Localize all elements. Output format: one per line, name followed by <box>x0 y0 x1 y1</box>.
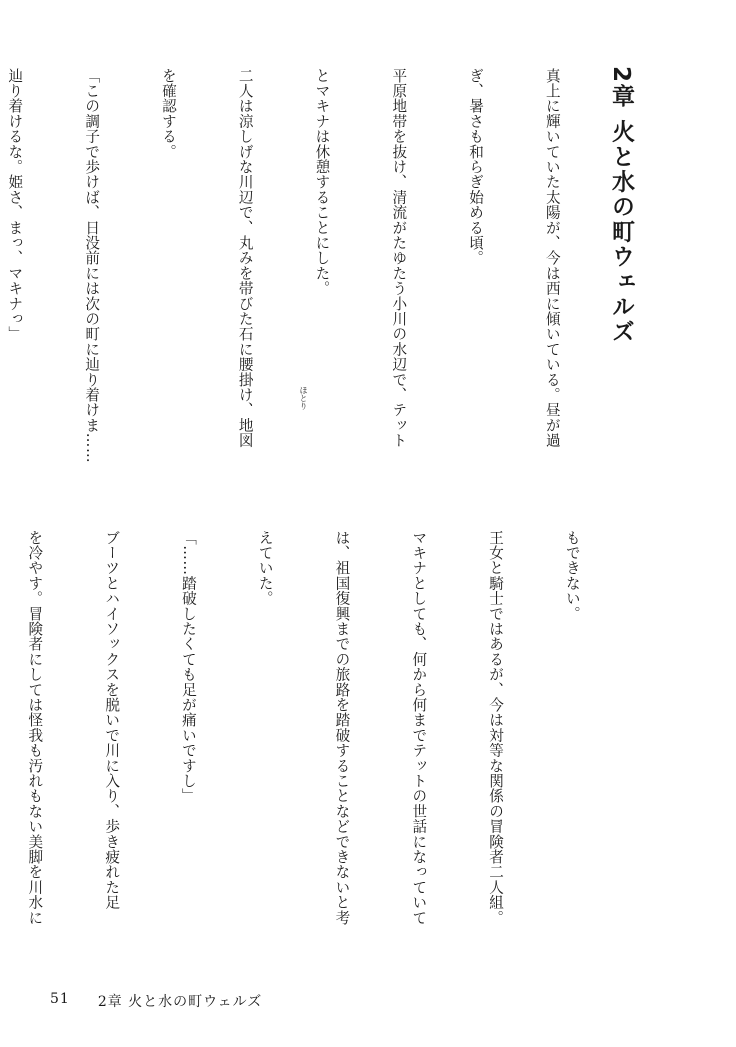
page-number: 51 <box>50 991 70 1007</box>
text-line: を冷やす。冒険者にしては怪我も汚れもない美脚を川水に <box>26 530 44 926</box>
ruby-annotation: ほとり <box>299 386 308 410</box>
upper-text-block <box>0 68 616 500</box>
page-footer <box>50 991 262 1011</box>
text-line: とマキナは休憩することにした。 <box>313 68 331 296</box>
running-title: 2章 火と水の町ウェルズ <box>97 994 263 1010</box>
text-line: を確認する。 <box>159 68 177 160</box>
text-line: ぎ、暑さも和らぎ始める頃。 <box>467 68 485 266</box>
text-line: 平原地帯を抜け、清流がたゆたう小川の水辺で、テット <box>390 68 408 448</box>
lower-text-block <box>0 530 636 990</box>
text-line: えていた。 <box>256 530 274 606</box>
text-line: 「……踏破したくても足が痛いですし」 <box>179 530 197 804</box>
text-line: 王女と騎士ではあるが、今は対等な関係の冒険者二人組。 <box>487 530 505 926</box>
text-line: マキナとしても、何から何までテットの世話になっていて <box>410 530 428 926</box>
text-line: ブーツとハイソックスを脱いで川に入り、歩き疲れた足 <box>103 530 121 910</box>
text-line: 辿り着けるな。姫さ、まっ、マキナっ」 <box>6 68 24 342</box>
chapter-title: 2章 火と水の町ウェルズ <box>608 66 634 345</box>
text-line: 二人は涼しげな川辺で、丸みを帯びた石に腰掛け、地図 <box>236 68 254 448</box>
text-line: もできない。 <box>563 530 581 622</box>
text-line: 真上に輝いていた太陽が、今は西に傾いている。昼が過 <box>543 68 561 448</box>
text-line: 「この調子で歩けば、日没前には次の町に辿り着けま…… <box>83 68 101 464</box>
text-line: は、祖国復興までの旅路を踏破することなどできないと考 <box>333 530 351 926</box>
